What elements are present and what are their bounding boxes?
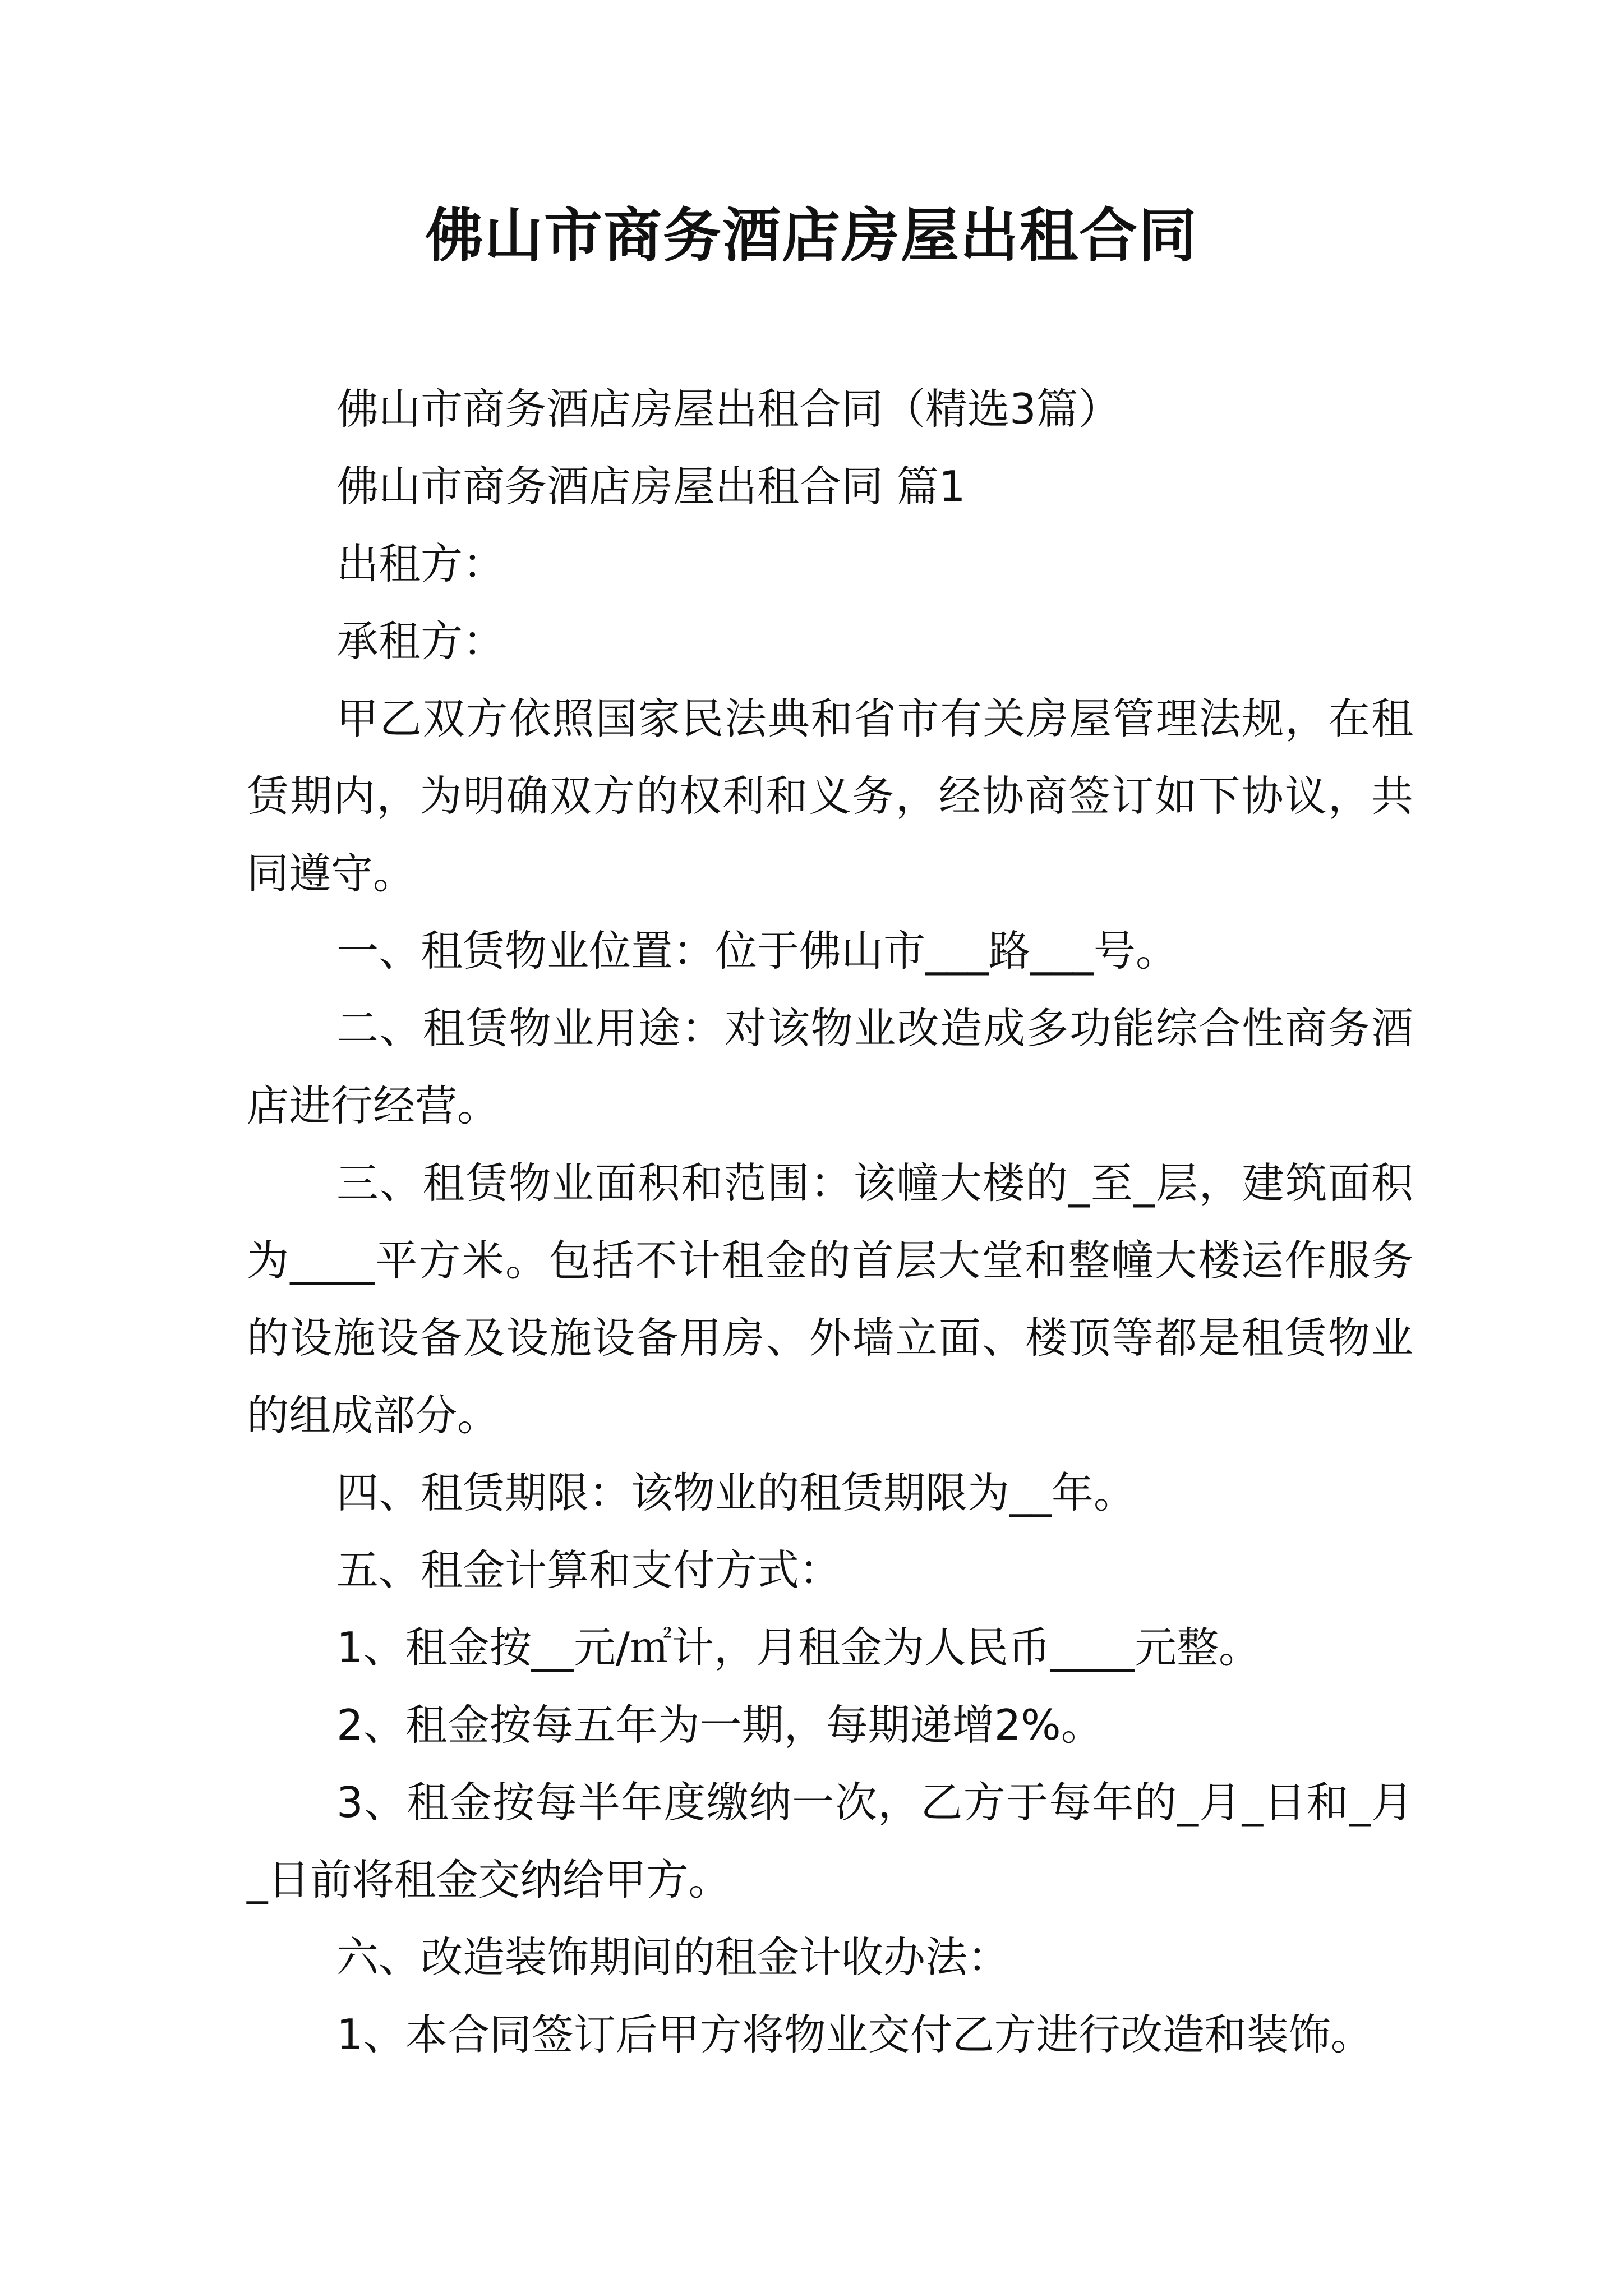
paragraph-clause-5-item-3: 3、租金按每半年度缴纳一次，乙方于每年的_月_日和_月_日前将租金交纳给甲方。 (247, 1778, 1413, 1904)
paragraph-clause-1: 一、租赁物业位置：位于佛山市___路___号。 (336, 926, 1178, 976)
paragraph-clause-4: 四、租赁期限：该物业的租赁期限为__年。 (336, 1468, 1136, 1517)
paragraph-clause-6-item-1: 1、本合同签订后甲方将物业交付乙方进行改造和装饰。 (336, 2010, 1373, 2059)
paragraph-clause-5-item-1: 1、租金按__元/㎡计，月租金为人民币____元整。 (336, 1623, 1261, 1672)
paragraph-clause-5: 五、租金计算和支付方式： (336, 1545, 842, 1595)
paragraph-subtitle: 佛山市商务酒店房屋出租合同（精选3篇） (336, 384, 1121, 434)
document-body (247, 370, 1413, 2073)
paragraph-preamble: 甲乙双方依照国家民法典和省市有关房屋管理法规，在租赁期内，为明确双方的权利和义务，经协商签订如下协议，共同遵守。 (247, 694, 1413, 898)
paragraph-lessor: 出租方： (336, 539, 505, 588)
paragraph-section-heading: 佛山市商务酒店房屋出租合同 篇1 (336, 462, 966, 511)
paragraph-clause-5-item-2: 2、租金按每五年为一期，每期递增2%。 (336, 1700, 1103, 1750)
document-title: 佛山市商务酒店房屋出租合同 (425, 201, 1198, 270)
paragraph-clause-2: 二、租赁物业用途：对该物业改造成多功能综合性商务酒店进行经营。 (247, 1004, 1413, 1130)
paragraph-clause-6: 六、改造装饰期间的租金计收办法： (336, 1932, 1010, 1982)
paragraph-clause-3: 三、租赁物业面积和范围：该幢大楼的_至_层，建筑面积为____平方米。包括不计租金的首层大堂和整幢大楼运作服务的设施设备及设施设备用房、外墙立面、楼顶等都是租赁物业的组成部分。 (247, 1158, 1413, 1440)
paragraph-lessee: 承租方： (336, 616, 505, 666)
